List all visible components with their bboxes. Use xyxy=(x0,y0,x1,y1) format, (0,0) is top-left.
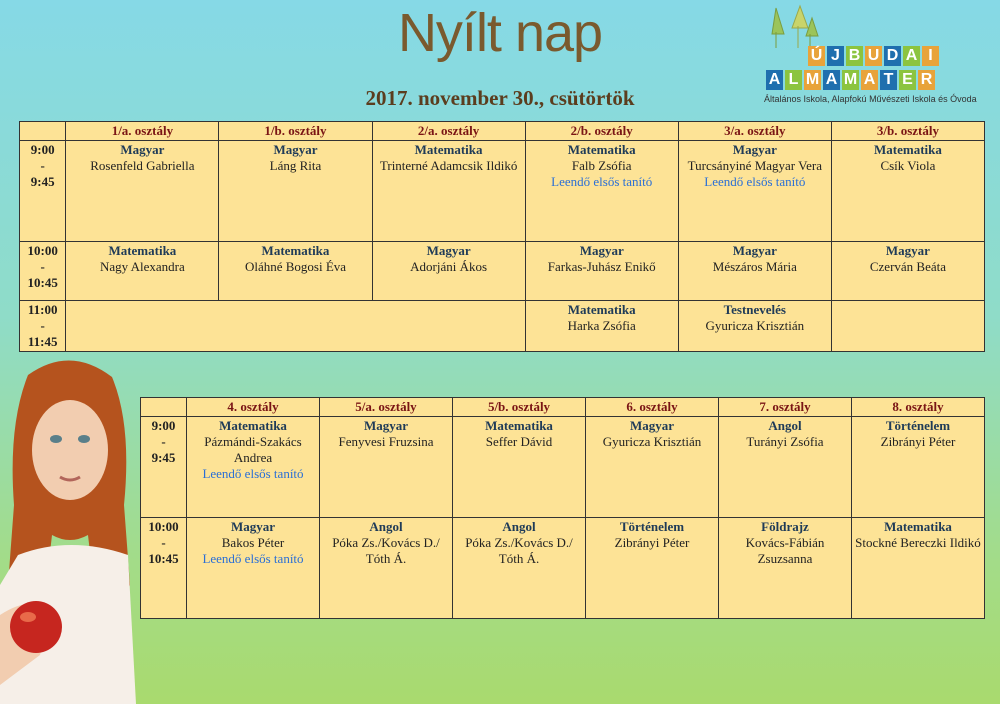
class-header: 7. osztály xyxy=(719,398,852,417)
lesson-cell xyxy=(852,417,985,518)
logo-line2 xyxy=(766,70,935,90)
class-header: 1/a. osztály xyxy=(66,122,219,141)
teacher-name: Stockné Bereczki Ildikó xyxy=(855,535,981,550)
time-text: - xyxy=(161,434,166,449)
schedule-table-lower-grades xyxy=(19,121,985,352)
class-header: 3/b. osztály xyxy=(831,122,984,141)
time-text: 11:45 xyxy=(27,334,58,349)
subject-label: Magyar xyxy=(732,243,777,258)
lesson-cell xyxy=(831,242,984,301)
class-header: 2/b. osztály xyxy=(525,122,678,141)
table-row xyxy=(20,301,985,352)
lesson-cell xyxy=(453,518,586,619)
lesson-cell xyxy=(320,417,453,518)
lesson-cell xyxy=(372,141,525,242)
lesson-cell xyxy=(719,417,852,518)
teacher-name: Fenyvesi Fruzsina xyxy=(338,434,434,449)
logo-letter: J xyxy=(827,46,844,66)
lesson-cell xyxy=(525,141,678,242)
time-text: 10:00 xyxy=(27,243,58,258)
subject-label: Történelem xyxy=(885,418,951,433)
logo-letter: L xyxy=(785,70,802,90)
subject-label: Matematika xyxy=(485,418,553,433)
subject-label: Angol xyxy=(369,519,403,534)
time-text: 10:45 xyxy=(27,275,58,290)
teacher-name: Póka Zs./Kovács D./ Tóth Á. xyxy=(465,535,573,566)
teacher-name: Zibrányi Péter xyxy=(880,434,956,449)
subject-label: Matematika xyxy=(261,243,330,258)
logo-letter: A xyxy=(861,70,878,90)
subject-label: Angol xyxy=(768,418,802,433)
time-text: - xyxy=(40,318,45,333)
subject-label: Magyar xyxy=(120,142,165,157)
time-slot xyxy=(20,242,66,301)
teacher-name: Nagy Alexandra xyxy=(99,259,185,274)
teacher-name: Oláhné Bogosi Éva xyxy=(244,259,347,274)
subject-label: Földrajz xyxy=(761,519,809,534)
school-logo xyxy=(762,4,992,104)
logo-letter: U xyxy=(865,46,882,66)
table-row xyxy=(141,417,985,518)
note-label: Leendő elsős tanító xyxy=(202,551,304,566)
class-header: 2/a. osztály xyxy=(372,122,525,141)
corner-cell xyxy=(141,398,187,417)
teacher-name: Turányi Zsófia xyxy=(746,434,824,449)
teacher-name: Csík Viola xyxy=(880,158,936,173)
logo-letter: A xyxy=(823,70,840,90)
logo-letter: A xyxy=(766,70,783,90)
lesson-cell xyxy=(678,301,831,352)
lesson-cell xyxy=(525,242,678,301)
subject-label: Magyar xyxy=(273,142,318,157)
empty-cell xyxy=(831,301,984,352)
teacher-name: Adorjáni Ákos xyxy=(410,259,488,274)
teacher-name: Gyuricza Krisztián xyxy=(705,318,805,333)
subject-label: Matematika xyxy=(884,519,952,534)
subject-label: Magyar xyxy=(885,243,930,258)
class-header: 8. osztály xyxy=(852,398,985,417)
subject-label: Matematika xyxy=(874,142,942,157)
teacher-name: Rosenfeld Gabriella xyxy=(90,158,195,173)
event-date: 2017. november 30., csütörtök xyxy=(365,86,635,110)
time-slot xyxy=(141,518,187,619)
class-header: 3/a. osztály xyxy=(678,122,831,141)
lesson-cell xyxy=(66,242,219,301)
lesson-cell xyxy=(831,141,984,242)
subject-label: Magyar xyxy=(230,519,276,534)
subject-label: Magyar xyxy=(732,142,777,157)
time-text: - xyxy=(161,535,166,550)
subject-label: Angol xyxy=(502,519,536,534)
teacher-name: Farkas-Juhász Enikő xyxy=(547,259,656,274)
time-text: 10:45 xyxy=(148,551,179,566)
logo-letter: D xyxy=(884,46,901,66)
note-label: Leendő elsős tanító xyxy=(704,174,806,189)
time-text: 9:45 xyxy=(151,450,176,465)
subject-label: Testnevelés xyxy=(723,302,786,317)
note-label: Leendő elsős tanító xyxy=(202,466,304,481)
logo-letter: I xyxy=(922,46,939,66)
girl-with-apple-photo xyxy=(0,355,140,704)
table-row xyxy=(141,518,985,619)
time-text: 9:00 xyxy=(151,418,176,433)
logo-letter: Ú xyxy=(808,46,825,66)
lesson-cell xyxy=(372,242,525,301)
class-header: 6. osztály xyxy=(586,398,719,417)
lesson-cell xyxy=(320,518,453,619)
schedule-table-upper-grades xyxy=(140,397,985,619)
lesson-cell xyxy=(852,518,985,619)
teacher-name: Pázmándi-Szakács Andrea xyxy=(204,434,302,465)
tree-icon xyxy=(762,4,822,50)
time-text: 9:45 xyxy=(30,174,55,189)
class-header: 1/b. osztály xyxy=(219,122,372,141)
lesson-cell xyxy=(453,417,586,518)
class-header: 4. osztály xyxy=(187,398,320,417)
logo-letter: M xyxy=(843,71,858,88)
subject-label: Matematika xyxy=(108,243,177,258)
teacher-name: Zibrányi Péter xyxy=(614,535,690,550)
table-row xyxy=(20,141,985,242)
time-text: - xyxy=(40,158,45,173)
lesson-cell xyxy=(719,518,852,619)
lesson-cell xyxy=(586,518,719,619)
corner-cell xyxy=(20,122,66,141)
teacher-name: Bakos Péter xyxy=(221,535,285,550)
time-text: 9:00 xyxy=(30,142,55,157)
subject-label: Matematika xyxy=(414,142,483,157)
teacher-name: Harka Zsófia xyxy=(567,318,636,333)
time-slot xyxy=(141,417,187,518)
logo-letter: M xyxy=(805,71,820,88)
logo-line1 xyxy=(808,46,939,66)
subject-label: Matematika xyxy=(219,418,287,433)
teacher-name: Trinterné Adamcsik Ildikó xyxy=(379,158,518,173)
note-label: Leendő elsős tanító xyxy=(551,174,653,189)
subject-label: Magyar xyxy=(629,418,675,433)
logo-letter: R xyxy=(918,70,935,90)
time-text: 10:00 xyxy=(148,519,179,534)
teacher-name: Seffer Dávid xyxy=(485,434,553,449)
time-text: - xyxy=(40,259,45,274)
subject-label: Magyar xyxy=(579,243,624,258)
teacher-name: Mészáros Mária xyxy=(712,259,797,274)
subject-label: Magyar xyxy=(426,243,471,258)
subject-label: Matematika xyxy=(567,302,636,317)
lesson-cell xyxy=(187,518,320,619)
lesson-cell xyxy=(219,141,372,242)
lesson-cell xyxy=(219,242,372,301)
logo-letter: T xyxy=(880,70,897,90)
teacher-name: Láng Rita xyxy=(269,158,322,173)
teacher-name: Turcsányiné Magyar Vera xyxy=(687,158,822,173)
class-header: 5/a. osztály xyxy=(320,398,453,417)
time-slot xyxy=(20,301,66,352)
table-row xyxy=(20,242,985,301)
logo-subtitle: Általános Iskola, Alapfokú Művészeti Iskola és Óvoda xyxy=(764,94,977,104)
teacher-name: Falb Zsófia xyxy=(571,158,632,173)
logo-letter: E xyxy=(899,70,916,90)
logo-letter: B xyxy=(846,46,863,66)
time-text: 11:00 xyxy=(27,302,58,317)
empty-cell xyxy=(66,301,525,352)
teacher-name: Czerván Beáta xyxy=(869,259,947,274)
lesson-cell xyxy=(678,242,831,301)
subject-label: Történelem xyxy=(619,519,685,534)
teacher-name: Póka Zs./Kovács D./ Tóth Á. xyxy=(332,535,440,566)
teacher-name: Gyuricza Krisztián xyxy=(602,434,702,449)
time-slot xyxy=(20,141,66,242)
lesson-cell xyxy=(678,141,831,242)
page-title: Nyílt nap xyxy=(397,3,603,63)
logo-letter: A xyxy=(903,46,920,66)
lesson-cell xyxy=(525,301,678,352)
lesson-cell xyxy=(586,417,719,518)
teacher-name: Kovács-Fábián Zsuzsanna xyxy=(745,535,825,566)
lesson-cell xyxy=(187,417,320,518)
class-header: 5/b. osztály xyxy=(453,398,586,417)
lesson-cell xyxy=(66,141,219,242)
subject-label: Magyar xyxy=(363,418,409,433)
subject-label: Matematika xyxy=(567,142,636,157)
